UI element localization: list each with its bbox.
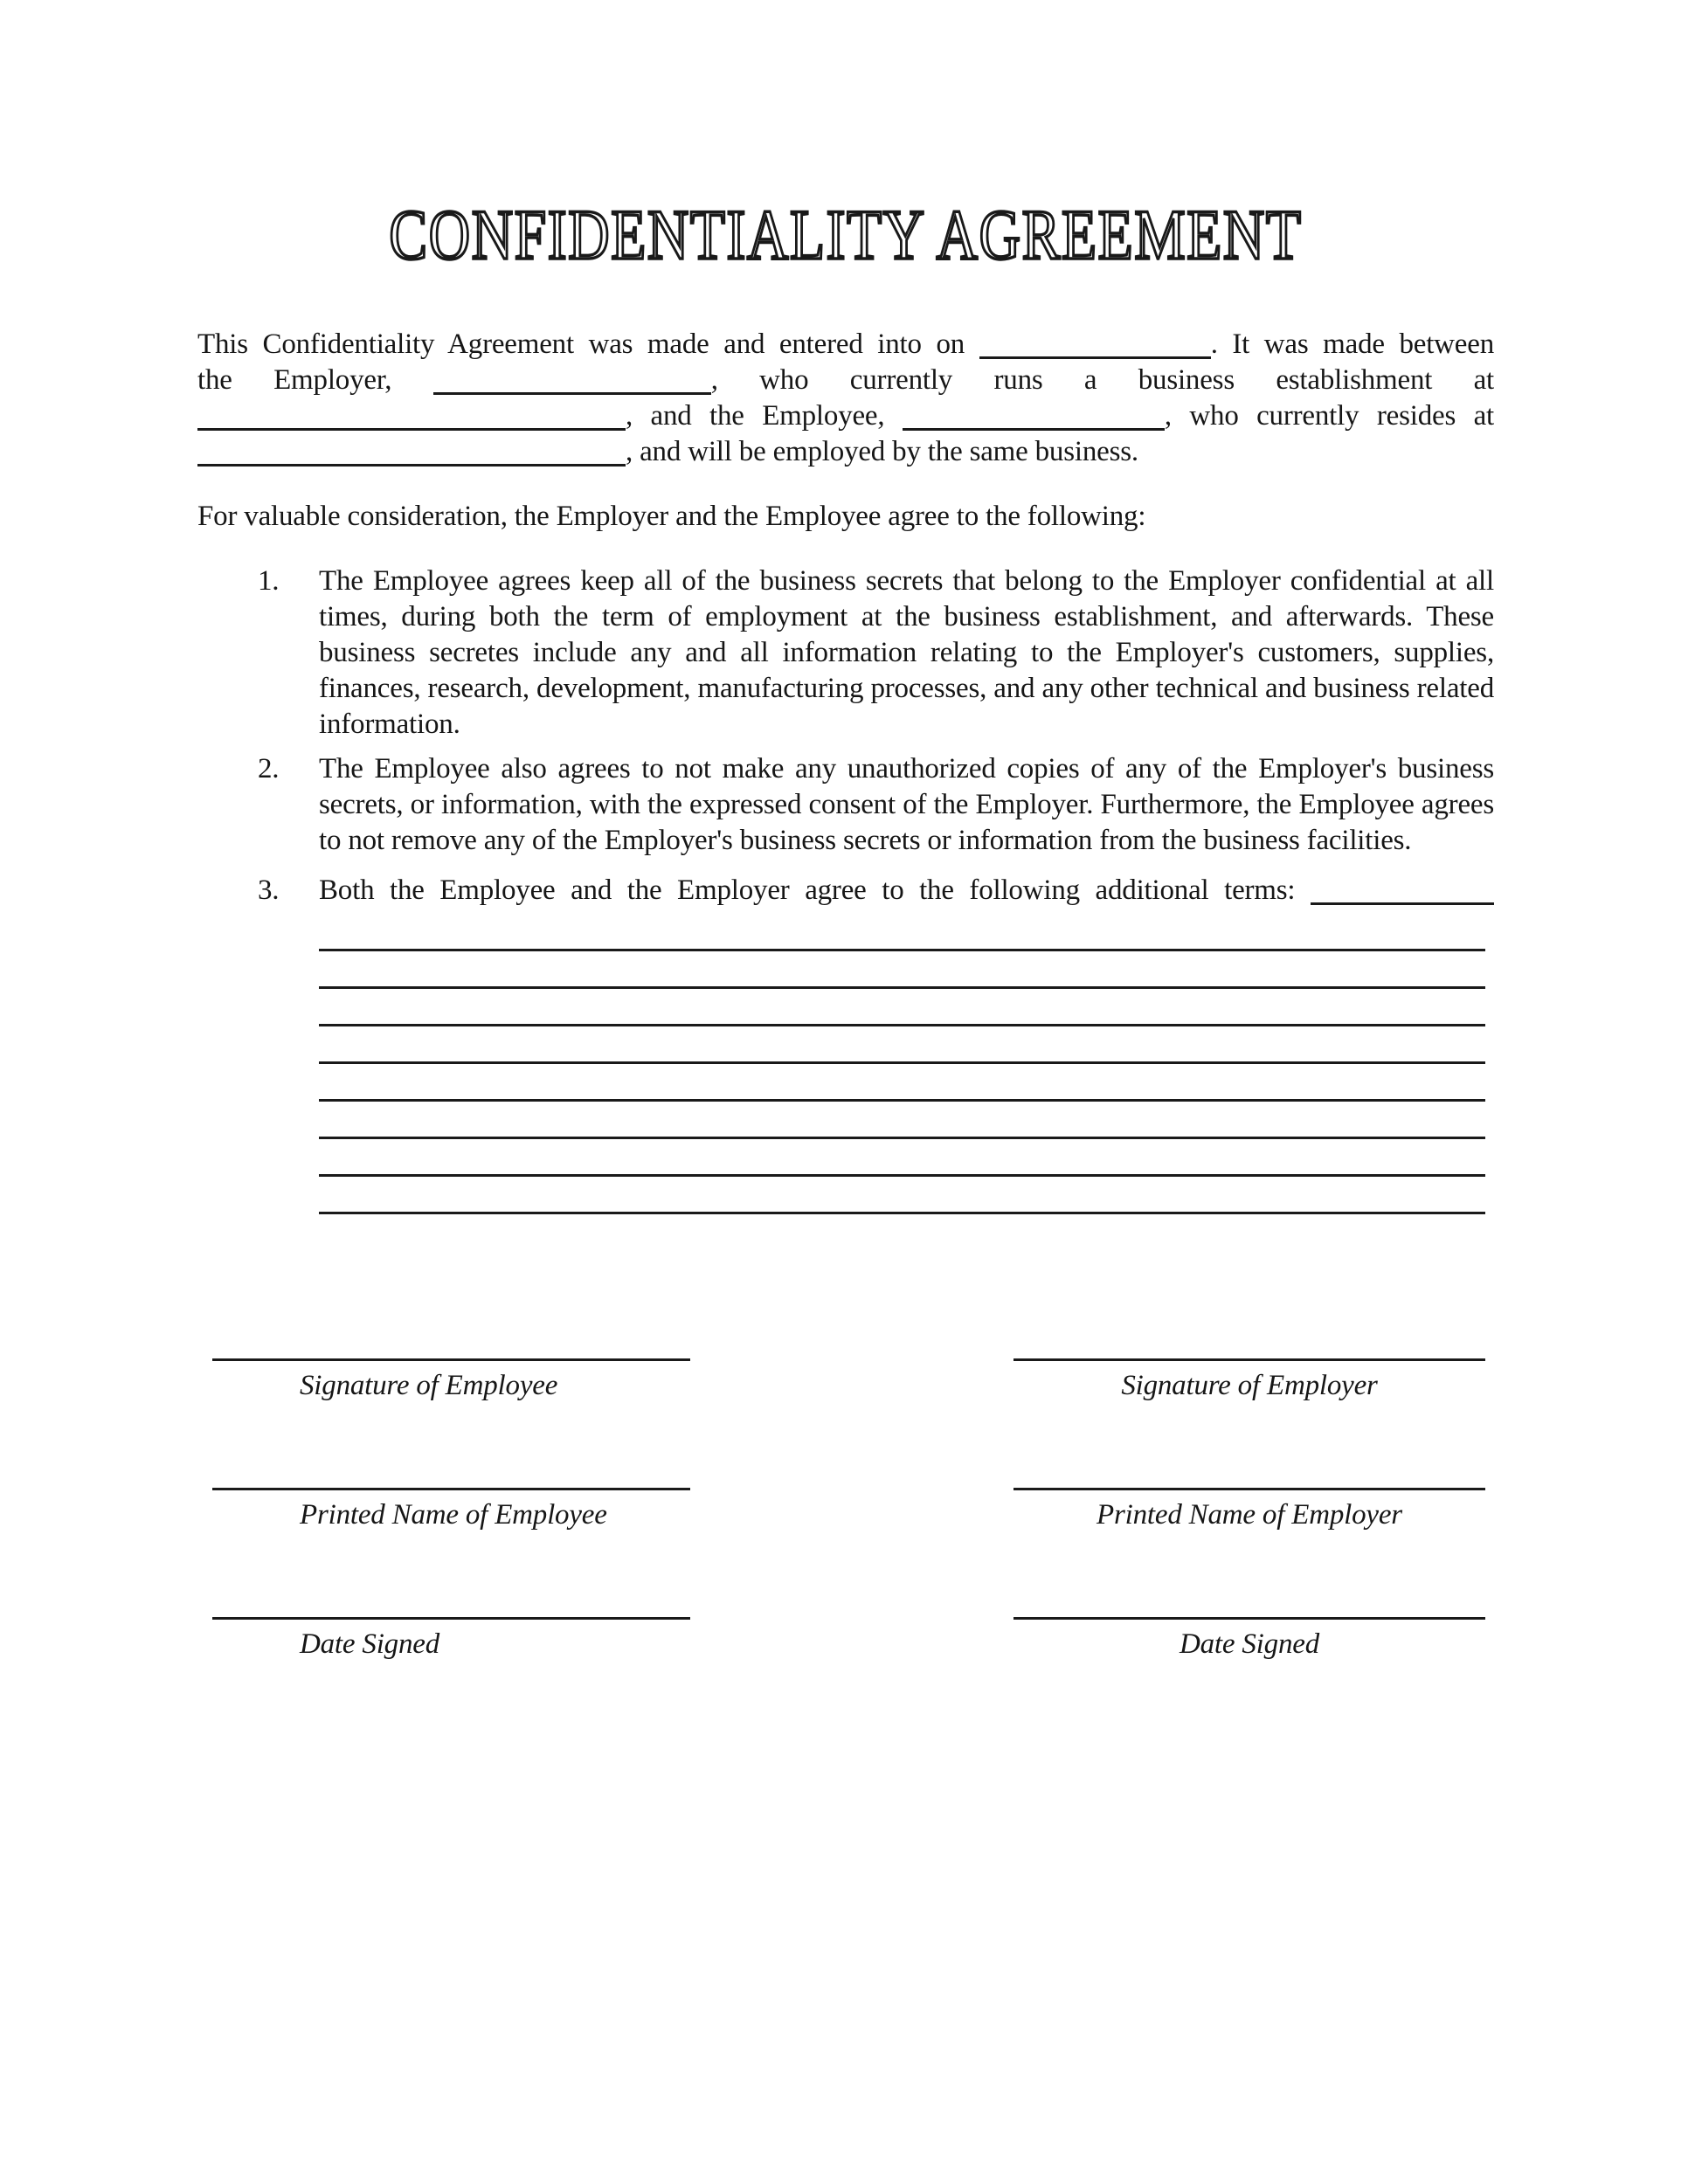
intro-line-4-text-a: , and will be employed by the same business. <box>626 436 1138 467</box>
employee-date-signed-label: Date Signed <box>300 1628 440 1660</box>
additional-terms-blank-line[interactable] <box>319 989 1485 1026</box>
term-item-3-text <box>319 873 1494 909</box>
terms-list <box>197 563 1494 909</box>
employer-signature-column <box>1013 1358 1485 1746</box>
intro-line-2-text-a: the Employer, <box>197 364 433 396</box>
employee-signature-column <box>212 1358 690 1746</box>
consideration-paragraph: For valuable consideration, the Employer and the Employee agree to the following: <box>197 501 1146 532</box>
additional-terms-blank-line[interactable] <box>319 1139 1485 1177</box>
intro-line-3 <box>197 398 1494 434</box>
term-item-2-number: 2. <box>258 753 280 784</box>
additional-terms-blank-line[interactable] <box>319 1064 1485 1102</box>
intro-line-2-text-b: , who currently runs a business establishment at <box>710 364 1495 396</box>
employer-printed-name-row <box>1013 1488 1485 1617</box>
additional-terms-lines <box>319 914 1485 1214</box>
signature-section <box>197 1358 1494 1746</box>
intro-line-3-text-b: , who currently resides at <box>1164 400 1494 432</box>
employer-signature-label: Signature of Employer <box>1121 1370 1378 1401</box>
employer-name-blank[interactable] <box>433 363 711 395</box>
business-address-blank[interactable] <box>197 399 626 431</box>
employee-signature-row <box>212 1358 690 1488</box>
term-item-2-text: The Employee also agrees to not make any unauthorized copies of any of the Employer's business secrets, or information, with the expressed consent of the Employer. Furthermore, the Employee agrees to not remove any of the Employer's business secrets or information from the business facilities. <box>319 753 1494 856</box>
term-item-2 <box>258 751 1494 859</box>
employer-printed-name-label: Printed Name of Employer <box>1097 1499 1402 1531</box>
additional-terms-blank-line[interactable] <box>319 1177 1485 1214</box>
employee-signature-label: Signature of Employee <box>300 1370 558 1401</box>
employer-date-signed-row <box>1013 1617 1485 1746</box>
intro-line-2 <box>197 363 1494 398</box>
employee-date-signed-row <box>212 1617 690 1746</box>
agreement-date-blank[interactable] <box>979 328 1211 359</box>
intro-line-1-text-a: This Confidentiality Agreement was made and entered into on <box>197 328 979 360</box>
additional-terms-blank-line[interactable] <box>319 914 1485 951</box>
employer-signature-row <box>1013 1358 1485 1488</box>
additional-terms-blank-line[interactable] <box>319 1026 1485 1064</box>
additional-terms-blank-line[interactable] <box>319 1102 1485 1139</box>
intro-line-4 <box>197 434 1494 470</box>
term-item-3-number: 3. <box>258 874 280 906</box>
term-item-1-text: The Employee agrees keep all of the business secrets that belong to the Employer confidential at all times, during both the term of employment at the business establishment, and afterwards. These business secretes include any and all information relating to the Employer's customers, supplies, finances, research, development, manufacturing processes, and any other technical and business related information. <box>319 565 1494 740</box>
intro-paragraph <box>197 327 1494 470</box>
term-item-3-text-span: Both the Employee and the Employer agree to the following additional terms: <box>319 874 1311 906</box>
intro-line-3-text-a: , and the Employee, <box>626 400 903 432</box>
intro-line-1 <box>197 327 1494 363</box>
employee-printed-name-label: Printed Name of Employee <box>300 1499 607 1531</box>
term-item-1-number: 1. <box>258 565 280 597</box>
intro-line-1-text-b: . It was made between <box>1210 328 1495 360</box>
term-item-1 <box>258 563 1494 743</box>
additional-terms-blank-line[interactable] <box>319 951 1485 989</box>
employee-name-blank[interactable] <box>903 399 1165 431</box>
employer-date-signed-label: Date Signed <box>1179 1628 1319 1660</box>
term-item-3 <box>258 873 1494 909</box>
additional-terms-blank[interactable] <box>1311 874 1494 905</box>
document-title: CONFIDENTIALITY AGREEMENT <box>389 195 1303 274</box>
employee-printed-name-row <box>212 1488 690 1617</box>
employee-address-blank[interactable] <box>197 435 626 467</box>
